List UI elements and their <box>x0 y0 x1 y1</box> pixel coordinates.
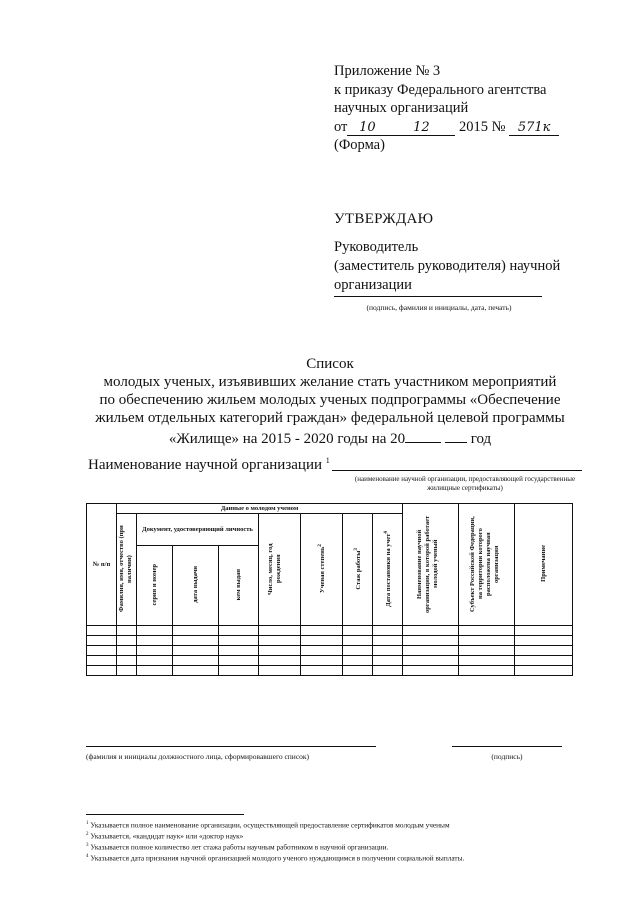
col-degree-label: Ученая степень <box>319 546 327 593</box>
organization-caption-2: жилищные сертификаты) <box>427 484 503 492</box>
list-title-line5 <box>60 427 600 448</box>
approval-org: организации <box>334 277 412 293</box>
col-experience-text <box>352 548 363 590</box>
table-row <box>87 626 573 636</box>
footnotes <box>86 819 586 863</box>
col-registration-text <box>382 531 393 607</box>
date-month: 12 <box>387 120 455 136</box>
approval-signature-line <box>334 296 542 297</box>
col-org-header <box>403 504 459 626</box>
col-experience-header <box>343 514 373 626</box>
col-issue-date-header <box>173 546 219 626</box>
col-registration-label: Дата постановки на учет <box>385 533 393 607</box>
date-year: 2015 № <box>459 118 506 135</box>
col-name-text: Фамилия, имя, отчество (при наличии) <box>117 525 133 612</box>
list-title-main: Список <box>306 356 354 372</box>
footnote-4-text: Указывается дата признания научной организацией молодого ученого нуждающимся в получении социальной выплаты. <box>90 853 465 863</box>
signature-line <box>452 746 562 747</box>
col-subject-header <box>459 504 515 626</box>
table-row <box>87 666 573 676</box>
col-experience-label: Стаж работы <box>355 550 363 590</box>
form-label: (Форма) <box>334 137 385 153</box>
year-blank-2 <box>445 427 467 443</box>
col-degree-mark: 2 <box>316 544 323 547</box>
footnote-4-mark: 4 <box>86 854 89 860</box>
group-header: Данные о молодом ученом <box>117 504 403 514</box>
col-experience-mark: 3 <box>352 547 359 551</box>
col-num-text: № п/п <box>92 561 111 568</box>
col-org-text: Наименование научной организации, в которой работает молодой ученый <box>415 514 439 613</box>
col-registration-header <box>373 514 403 626</box>
col-note-text: Примечание <box>539 545 547 582</box>
col-birth-header <box>259 514 301 626</box>
footnote-2 <box>86 830 586 841</box>
col-issue-date-text: дата выдачи <box>191 566 199 603</box>
col-subject-text: Субъект Российской Федерации, на территории которого расположена научная организация <box>468 515 500 612</box>
col-issued-by-text: кем выдан <box>234 568 242 601</box>
col-series-text: серия и номер <box>150 563 158 606</box>
organization-label <box>88 456 330 474</box>
col-degree-header <box>301 514 343 626</box>
appendix-order-ref: к приказу Федерального агентства <box>334 81 547 98</box>
doc-header: Документ, удостоверяющий личность <box>137 514 259 546</box>
list-title-year-prefix: «Жилище» на 2015 - 2020 годы на 20 <box>168 431 406 447</box>
footnote-3 <box>86 841 586 852</box>
date-prefix: от <box>334 118 348 135</box>
footnote-1-text: Указывается полное наименование организации, осуществляющей предоставление сертификатов молодым ученым <box>90 820 450 830</box>
organization-label-text: Наименование научной организации <box>88 457 323 473</box>
appendix-agency: научных организаций <box>334 100 469 116</box>
list-title-year-suffix: год <box>470 431 492 447</box>
organization-caption <box>340 475 590 493</box>
young-scientists-table <box>86 503 573 676</box>
table-row <box>87 646 573 656</box>
table-row <box>87 656 573 666</box>
col-series-header <box>137 546 173 626</box>
col-note-header <box>515 504 573 626</box>
footnote-1-mark: 1 <box>86 821 89 826</box>
list-title-line4: жильем отдельных категорий граждан» федеральной целевой программы <box>95 410 565 426</box>
col-degree-text <box>316 544 327 593</box>
footnote-3-mark: 3 <box>86 843 89 849</box>
official-caption: (фамилия и инициалы должностного лица, сформировавшего список) <box>86 752 310 761</box>
organization-line <box>332 470 582 471</box>
col-registration-mark: 4 <box>382 530 389 534</box>
col-num-header <box>87 504 117 626</box>
organization-caption-1: (наименование научной организации, предоставляющей государственные <box>354 475 576 483</box>
list-title-line3: по обеспечению жильем молодых ученых подпрограммы «Обеспечение <box>99 392 561 408</box>
col-name-header <box>117 514 137 626</box>
organization-footnote-mark: 1 <box>325 456 330 465</box>
footnote-2-text: Указывается, «кандидат наук» или «доктор наук» <box>90 831 244 841</box>
approval-signature-caption: (подпись, фамилия и инициалы, дата, печать) <box>366 303 512 312</box>
official-signature-line <box>86 746 376 747</box>
col-issued-by-header <box>219 546 259 626</box>
year-blank-1 <box>405 427 441 443</box>
approval-block <box>334 210 614 295</box>
approval-deputy: (заместитель руководителя) научной <box>334 258 561 274</box>
footnote-4 <box>86 852 586 863</box>
date-day: 10 <box>347 120 387 136</box>
footnote-2-mark: 2 <box>86 832 89 838</box>
list-title <box>60 355 600 448</box>
approval-title: УТВЕРЖДАЮ <box>334 211 434 227</box>
list-title-line2: молодых ученых, изъявивших желание стать участником мероприятий <box>103 374 557 390</box>
appendix-block <box>334 62 624 155</box>
col-birth-text: Число, месяц, год рождения <box>266 542 282 595</box>
footnote-1 <box>86 819 586 830</box>
footnote-separator <box>86 814 244 815</box>
order-number: 571к <box>509 120 559 136</box>
signature-caption: (подпись) <box>491 752 523 761</box>
appendix-number: Приложение № 3 <box>334 63 441 79</box>
approval-head: Руководитель <box>334 239 419 255</box>
table-row <box>87 636 573 646</box>
footnote-3-text: Указывается полное количество лет стажа работы научным работником в научной организации. <box>90 842 389 852</box>
appendix-date-row <box>334 118 624 137</box>
